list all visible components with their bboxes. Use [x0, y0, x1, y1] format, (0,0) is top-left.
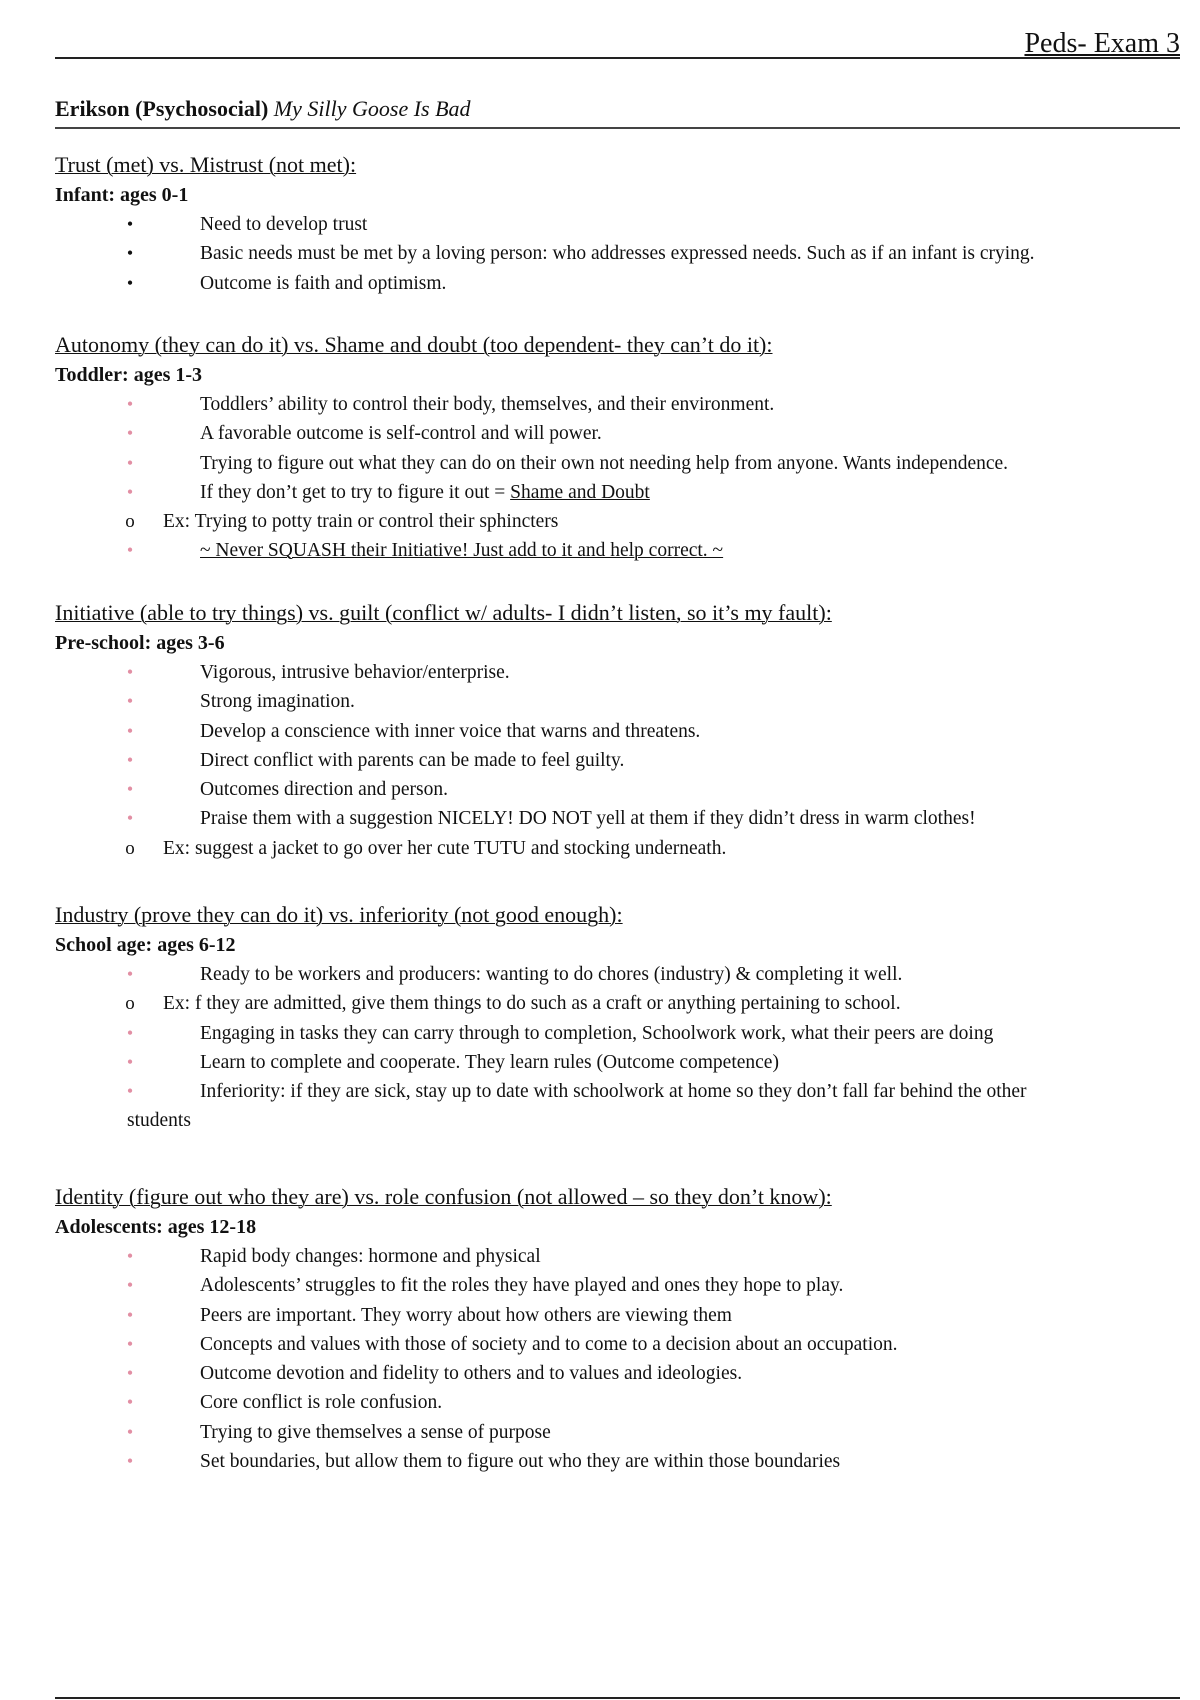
bullet-dot-icon: •	[126, 243, 134, 264]
list-item: • Toddlers’ ability to control their body, themselves, and their environment.	[55, 390, 1180, 419]
bullet-dot-icon: •	[126, 779, 134, 800]
list-item: • Praise them with a suggestion NICELY! DO NOT yell at them if they didn’t dress in warm clothes!	[55, 804, 1180, 833]
title-bold: Erikson (Psychosocial)	[55, 96, 269, 121]
bullet-dot-icon: •	[126, 1451, 134, 1472]
list-item: • If they don’t get to try to figure it out = Shame and Doubt	[55, 478, 1180, 507]
stage-label: Infant: ages 0-1	[55, 184, 189, 206]
list-item: • Outcomes direction and person.	[55, 775, 1180, 804]
list-item: • Outcome is faith and optimism.	[55, 269, 1180, 298]
document-header-title: Peds- Exam 3	[1024, 28, 1180, 59]
list-item: • Peers are important. They worry about how others are viewing them	[55, 1301, 1180, 1330]
list-item: • Vigorous, intrusive behavior/enterprise.	[55, 658, 1180, 687]
list-item: • Engaging in tasks they can carry through to completion, Schoolwork work, what their peers are doing	[55, 1019, 1180, 1048]
bullet-circle-icon: o	[125, 511, 135, 533]
section-initiative	[55, 598, 1180, 863]
bullet-dot-icon: •	[126, 1022, 134, 1043]
section-industry	[55, 900, 1180, 1136]
footer-rule	[55, 1697, 1180, 1699]
stage-label: Toddler: ages 1-3	[55, 364, 203, 386]
list-item: • A favorable outcome is self-control and will power.	[55, 419, 1180, 448]
bullet-dot-icon: •	[126, 1304, 134, 1325]
bullet-dot-icon: •	[126, 394, 134, 414]
bullet-dot-icon: •	[126, 1081, 134, 1102]
shame-doubt-term: Shame and Doubt	[510, 481, 650, 503]
bullet-dot-icon: •	[126, 1333, 134, 1354]
section-heading: Trust (met) vs. Mistrust (not met):	[55, 152, 357, 177]
bullet-dot-icon: •	[126, 540, 134, 561]
list-item: • Outcome devotion and fidelity to others and to values and ideologies.	[55, 1359, 1180, 1388]
bullet-circle-icon: o	[125, 837, 135, 859]
list-item: • Need to develop trust	[55, 210, 1180, 239]
bullet-dot-icon: •	[126, 1275, 134, 1296]
bullet-dot-icon: •	[126, 964, 134, 984]
section-heading: Autonomy (they can do it) vs. Shame and doubt (too dependent- they can’t do it):	[55, 332, 773, 357]
bullet-dot-icon: •	[126, 1246, 134, 1266]
list-item: • Trying to figure out what they can do on their own not needing help from anyone. Wants independence.	[55, 449, 1180, 478]
section-heading: Initiative (able to try things) vs. guilt (conflict w/ adults- I didn’t listen, so it’s my fault):	[55, 600, 832, 625]
bullet-dot-icon: •	[126, 720, 134, 741]
stage-label: Adolescents: ages 12-18	[55, 1216, 257, 1238]
list-item: • Strong imagination.	[55, 687, 1180, 716]
bullet-dot-icon: •	[126, 1051, 134, 1072]
list-item: • Adolescents’ struggles to fit the roles they have played and ones they hope to play.	[55, 1271, 1180, 1300]
page-title	[55, 96, 1180, 129]
list-item: • Ready to be workers and producers: wanting to do chores (industry) & completing it well.	[55, 960, 1180, 989]
list-item: • Develop a conscience with inner voice that warns and threatens.	[55, 717, 1180, 746]
bullet-dot-icon: •	[126, 1392, 134, 1413]
bullet-dot-icon: •	[126, 662, 134, 682]
list-item: • ~ Never SQUASH their Initiative! Just add to it and help correct. ~	[55, 536, 1180, 565]
list-item: • Inferiority: if they are sick, stay up to date with schoolwork at home so they don’t fall far behind the other	[55, 1077, 1180, 1106]
section-trust	[55, 150, 1180, 298]
section-identity	[55, 1182, 1180, 1476]
list-item: • Basic needs must be met by a loving person: who addresses expressed needs. Such as if an infant is crying.	[55, 239, 1180, 268]
list-item-continuation: students	[127, 1110, 191, 1132]
bullet-dot-icon: •	[126, 808, 134, 829]
title-mnemonic: My Silly Goose Is Bad	[273, 96, 471, 121]
stage-label: School age: ages 6-12	[55, 934, 236, 956]
list-item-example: o Ex: Trying to potty train or control their sphincters	[55, 507, 1180, 536]
bullet-dot-icon: •	[126, 691, 134, 712]
list-item: • Direct conflict with parents can be made to feel guilty.	[55, 746, 1180, 775]
list-item: • Learn to complete and cooperate. They learn rules (Outcome competence)	[55, 1048, 1180, 1077]
section-heading: Identity (figure out who they are) vs. role confusion (not allowed – so they don’t know):	[55, 1184, 832, 1209]
bullet-dot-icon: •	[126, 272, 134, 293]
bullet-dot-icon: •	[126, 1363, 134, 1384]
bullet-dot-icon: •	[126, 423, 134, 444]
bullet-dot-icon: •	[126, 749, 134, 770]
list-item: • Core conflict is role confusion.	[55, 1388, 1180, 1417]
list-item: • Set boundaries, but allow them to figure out who they are within those boundaries	[55, 1447, 1180, 1476]
bullet-dot-icon: •	[126, 214, 134, 234]
list-item: • Concepts and values with those of society and to come to a decision about an occupation.	[55, 1330, 1180, 1359]
bullet-dot-icon: •	[126, 452, 134, 473]
list-item: • Rapid body changes: hormone and physical	[55, 1242, 1180, 1271]
list-item-example: o Ex: f they are admitted, give them things to do such as a craft or anything pertaining to school.	[55, 989, 1180, 1018]
bullet-dot-icon: •	[126, 1421, 134, 1442]
bullet-circle-icon: o	[125, 993, 135, 1015]
list-item: • Trying to give themselves a sense of purpose	[55, 1418, 1180, 1447]
section-autonomy	[55, 330, 1180, 566]
header-rule	[55, 57, 1180, 59]
list-item-example: o Ex: suggest a jacket to go over her cute TUTU and stocking underneath.	[55, 834, 1180, 863]
section-heading: Industry (prove they can do it) vs. inferiority (not good enough):	[55, 902, 623, 927]
stage-label: Pre-school: ages 3-6	[55, 632, 225, 654]
bullet-dot-icon: •	[126, 481, 134, 502]
